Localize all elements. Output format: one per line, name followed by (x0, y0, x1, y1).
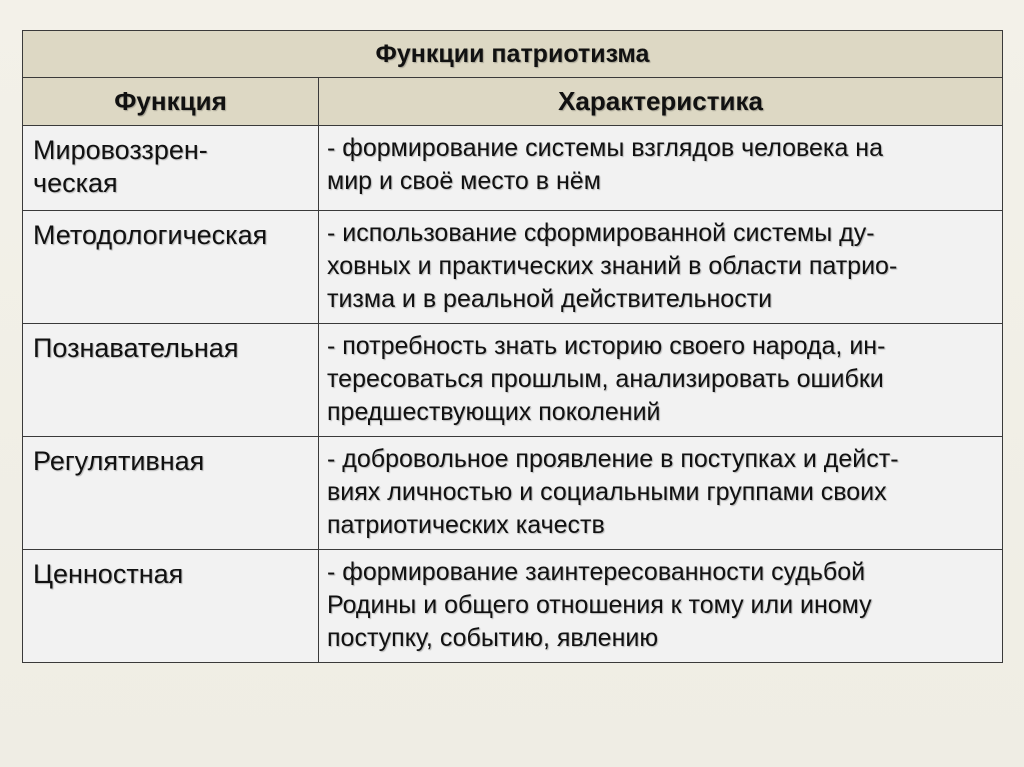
header-function: Функция (23, 78, 319, 126)
header-characteristic: Характеристика (319, 78, 1003, 126)
table-row (23, 437, 1003, 550)
function-name-cell: Ценностная (23, 550, 319, 663)
function-name-cell: Мировоззрен- ческая (23, 126, 319, 211)
table-row (23, 550, 1003, 663)
table-row (23, 324, 1003, 437)
functions-table (22, 30, 1003, 663)
characteristic-cell: - формирование заинтересованности судьбой Родины и общего отношения к тому или иному поступку, событию, явлению (319, 550, 1003, 663)
characteristic-cell: - добровольное проявление в поступках и дейст- виях личностью и социальными группами своих патриотических качеств (319, 437, 1003, 550)
table-row (23, 126, 1003, 211)
characteristic-cell: - формирование системы взглядов человека на мир и своё место в нём (319, 126, 1003, 211)
characteristic-cell: - потребность знать историю своего народа, ин- тересоваться прошлым, анализировать ошибки предшествующих поколений (319, 324, 1003, 437)
table-header-row (23, 78, 1003, 126)
function-name-cell: Методологическая (23, 211, 319, 324)
function-name-cell: Познавательная (23, 324, 319, 437)
table-title: Функции патриотизма (23, 31, 1003, 78)
characteristic-cell: - использование сформированной системы ду- ховных и практических знаний в области патрио- тизма и в реальной действительности (319, 211, 1003, 324)
table-row (23, 211, 1003, 324)
table-title-row (23, 31, 1003, 78)
function-name-cell: Регулятивная (23, 437, 319, 550)
